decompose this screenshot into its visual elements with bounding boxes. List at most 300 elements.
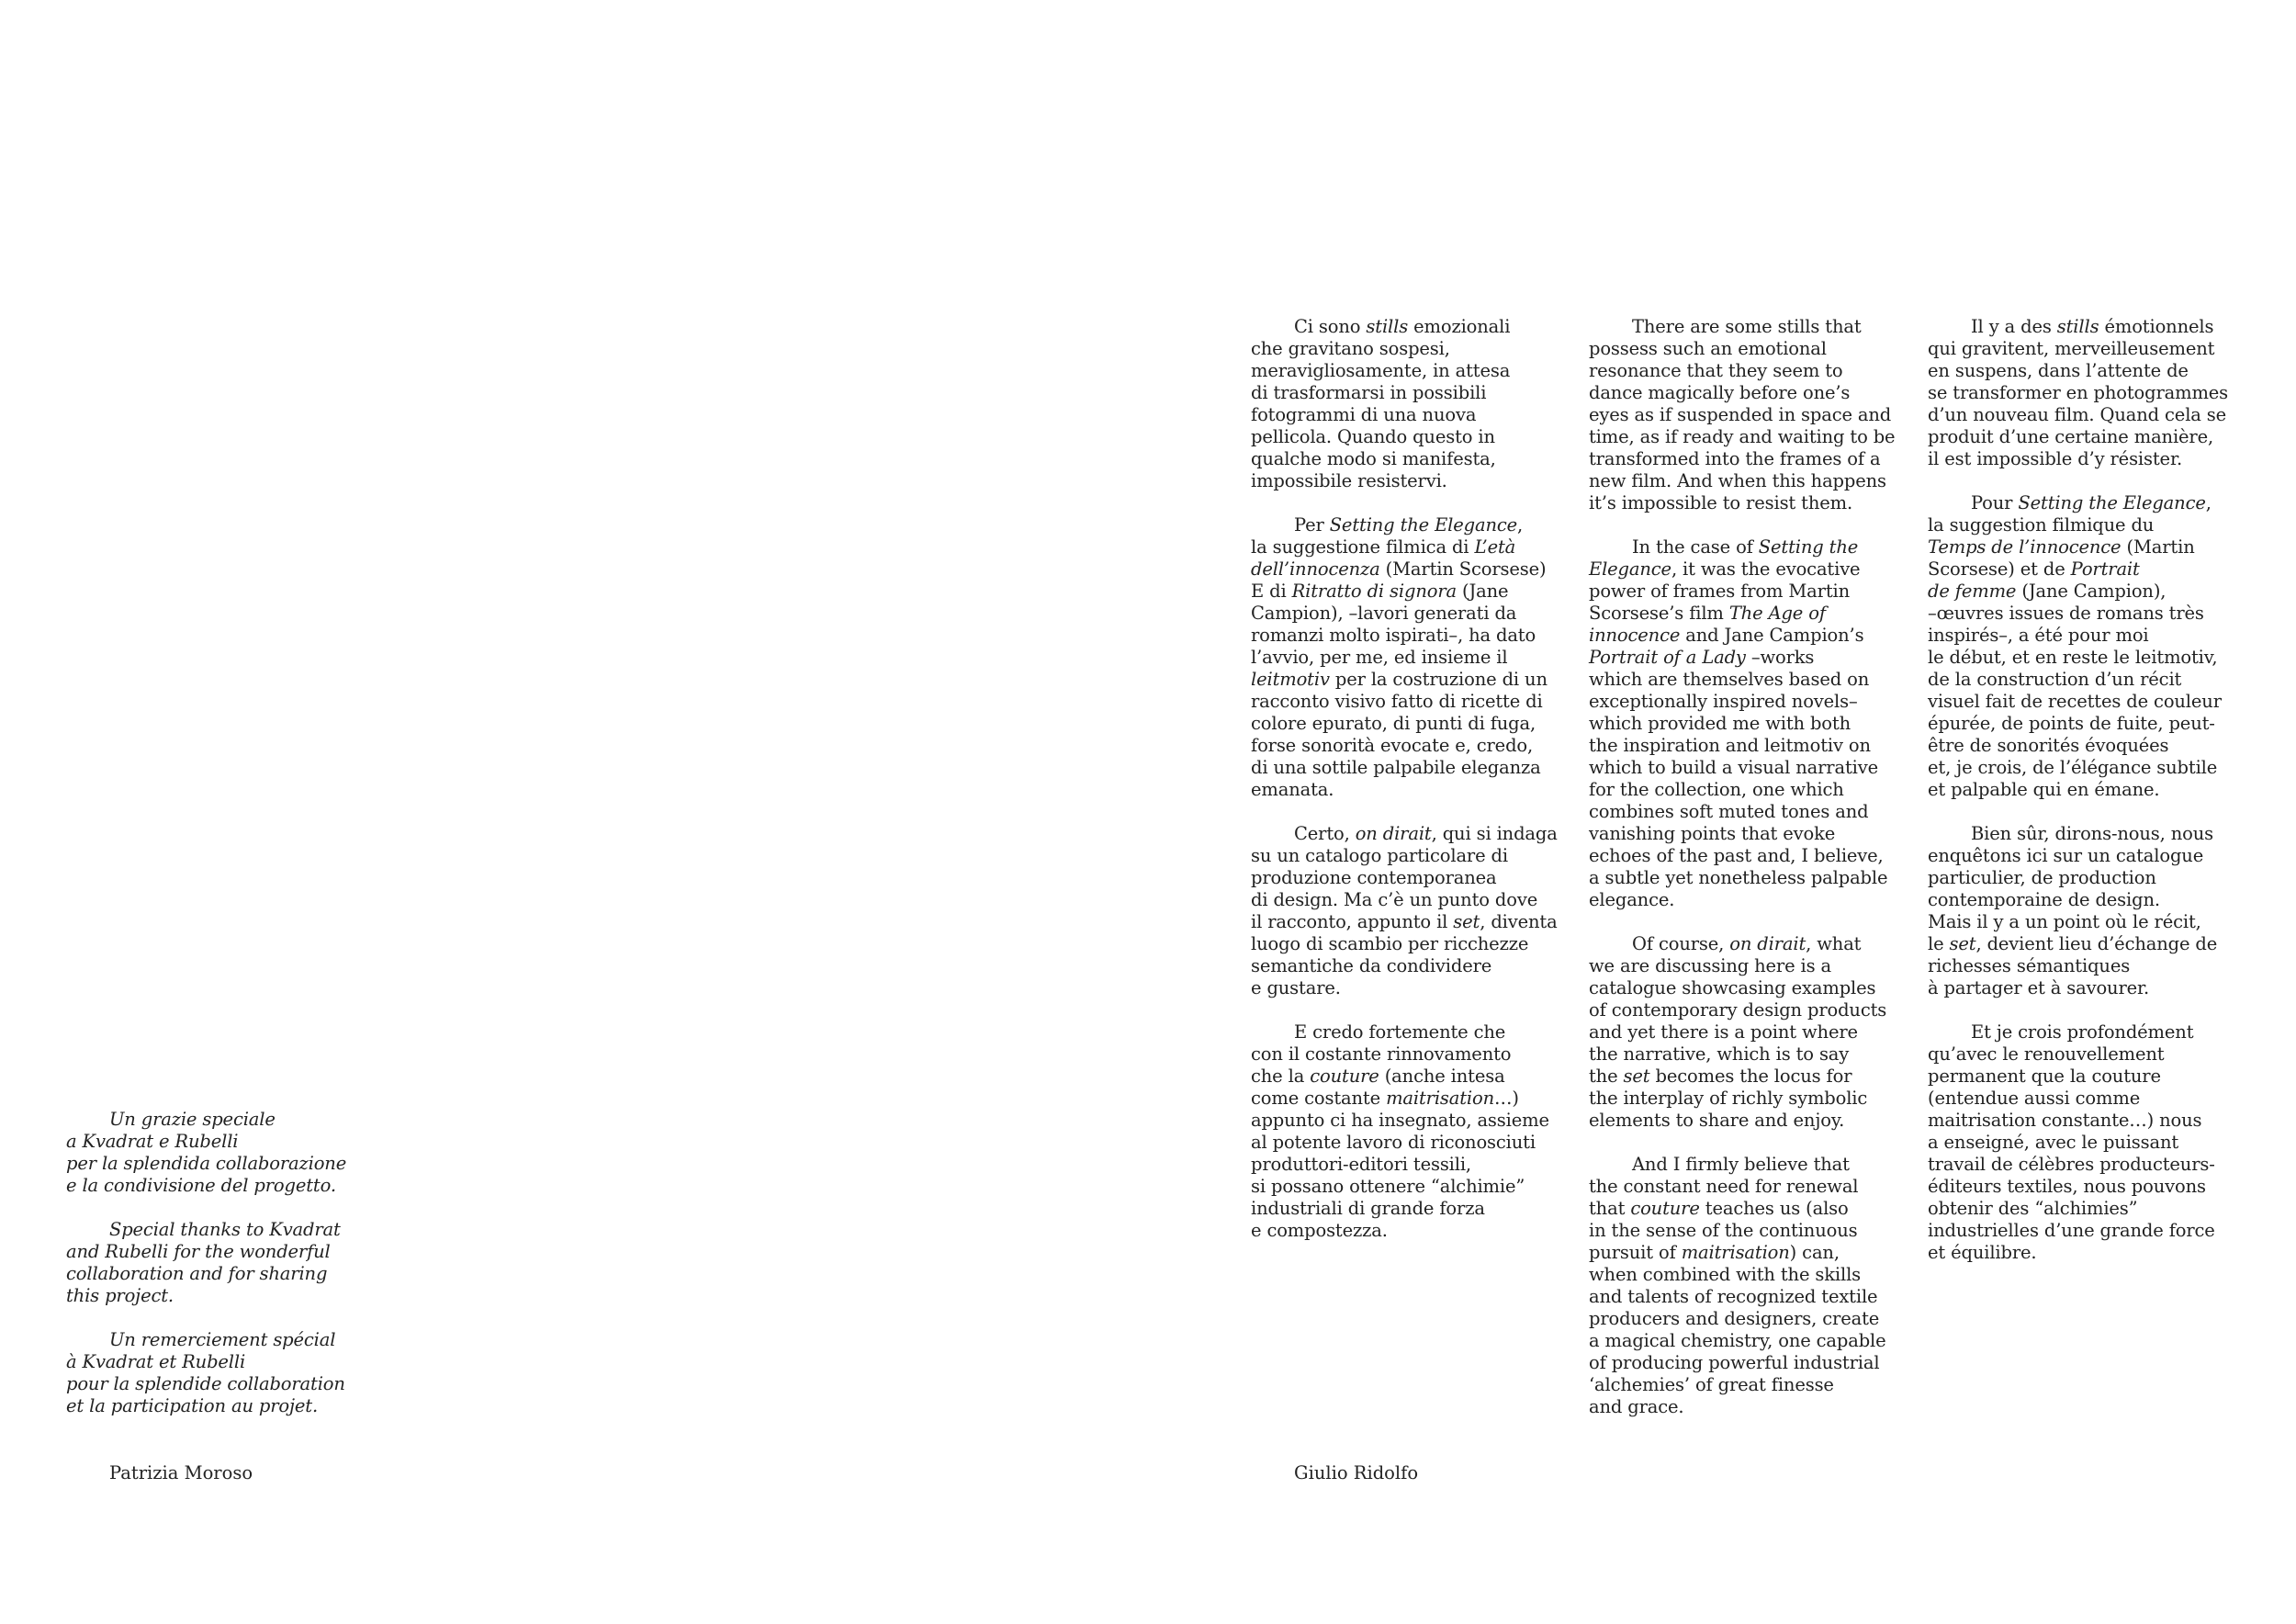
italic-text: maitrisation xyxy=(1681,1242,1790,1263)
text-line xyxy=(1928,1242,2228,1264)
text-run: e gustare. xyxy=(1251,977,1341,998)
paragraph xyxy=(1251,316,1558,492)
text-run: (Jane Campion), xyxy=(2016,581,2167,602)
text-run: industrielles d’une grande force xyxy=(1928,1220,2215,1241)
text-line xyxy=(66,1395,346,1417)
text-run: ) can, xyxy=(1789,1242,1840,1263)
text-line xyxy=(1928,426,2228,448)
text-run: , diventa xyxy=(1480,911,1558,932)
text-line xyxy=(1251,1088,1558,1110)
text-line xyxy=(1589,1330,1895,1352)
text-line xyxy=(1589,955,1895,977)
italic-text: Elegance xyxy=(1589,558,1671,580)
text-line xyxy=(1928,911,2228,933)
text-line xyxy=(1589,1374,1895,1396)
text-run: vanishing points that evoke xyxy=(1589,823,1836,844)
text-run: …) xyxy=(1494,1088,1519,1109)
text-run: and yet there is a point where xyxy=(1589,1021,1858,1043)
text-run: it’s impossible to resist them. xyxy=(1589,492,1853,513)
italic-text: couture xyxy=(1630,1198,1700,1219)
text-run: new film. And when this happens xyxy=(1589,470,1886,491)
text-run: luogo di scambio per ricchezze xyxy=(1251,933,1529,954)
text-run: Per xyxy=(1294,514,1330,536)
text-line xyxy=(1928,1066,2228,1088)
italic-text: Special thanks to Kvadrat xyxy=(109,1219,341,1240)
italic-text: Un remerciement spécial xyxy=(109,1329,336,1350)
text-run: si possano ottenere “alchimie” xyxy=(1251,1176,1525,1197)
text-line xyxy=(1251,757,1558,779)
text-line xyxy=(1251,426,1558,448)
text-line xyxy=(1928,382,2228,404)
text-run: of producing powerful industrial xyxy=(1589,1352,1880,1373)
text-line xyxy=(1928,603,2228,625)
text-line xyxy=(1589,713,1895,735)
text-run: catalogue showcasing examples xyxy=(1589,977,1876,998)
text-line xyxy=(1589,625,1895,647)
italic-text: set xyxy=(1453,911,1480,932)
text-run: e compostezza. xyxy=(1251,1220,1388,1241)
text-line xyxy=(1928,625,2228,647)
text-run: la suggestion filmique du xyxy=(1928,514,2155,536)
text-line xyxy=(1928,735,2228,757)
text-run: obtenir des “alchimies” xyxy=(1928,1198,2138,1219)
text-run: produzione contemporanea xyxy=(1251,867,1497,888)
text-line xyxy=(1589,581,1895,603)
text-line xyxy=(1589,492,1895,514)
text-run: the narrative, which is to say xyxy=(1589,1043,1850,1065)
text-line xyxy=(1589,801,1895,823)
text-line xyxy=(1589,999,1895,1021)
text-run: romanzi molto ispirati–, ha dato xyxy=(1251,625,1536,646)
text-run: teaches us (also xyxy=(1699,1198,1849,1219)
text-run: pellicola. Quando questo in xyxy=(1251,426,1495,447)
text-run: And I firmly believe that xyxy=(1632,1154,1850,1175)
text-run: et, je crois, de l’élégance subtile xyxy=(1928,757,2218,778)
paragraph xyxy=(66,1219,346,1307)
italic-text: Setting the Elegance xyxy=(2018,492,2206,513)
italic-text: à Kvadrat et Rubelli xyxy=(66,1351,246,1372)
text-run: emozionali xyxy=(1408,316,1511,337)
text-line xyxy=(1251,691,1558,713)
text-line xyxy=(1251,558,1558,581)
text-line xyxy=(1251,933,1558,955)
text-line xyxy=(1589,1352,1895,1374)
text-line xyxy=(1251,448,1558,470)
text-line xyxy=(1928,316,2228,338)
italic-text: a Kvadrat e Rubelli xyxy=(66,1131,239,1152)
text-line xyxy=(1589,1396,1895,1418)
text-run: the inspiration and leitmotiv on xyxy=(1589,735,1871,756)
text-line xyxy=(1928,1198,2228,1220)
italic-text: Portrait of a Lady xyxy=(1589,647,1746,668)
text-run: se transformer en photogrammes xyxy=(1928,382,2229,403)
text-run: enquêtons ici sur un catalogue xyxy=(1928,845,2204,866)
text-run: à partager et à savourer. xyxy=(1928,977,2150,998)
text-run: There are some stills that xyxy=(1632,316,1862,337)
text-line xyxy=(66,1351,346,1373)
text-run: produit d’une certaine manière, xyxy=(1928,426,2214,447)
text-line xyxy=(1928,691,2228,713)
text-line xyxy=(1589,536,1895,558)
italic-text: pour la splendide collaboration xyxy=(66,1373,345,1394)
paragraph xyxy=(1589,536,1895,911)
text-line xyxy=(1589,1088,1895,1110)
text-run: produttori-editori tessili, xyxy=(1251,1154,1471,1175)
text-line xyxy=(1251,625,1558,647)
text-run: a magical chemistry, one capable xyxy=(1589,1330,1886,1351)
text-run: producers and designers, create xyxy=(1589,1308,1880,1329)
text-run: Campion), –lavori generati da xyxy=(1251,603,1517,624)
text-line xyxy=(1589,845,1895,867)
text-run: dance magically before one’s xyxy=(1589,382,1851,403)
text-run: su un catalogo particolare di xyxy=(1251,845,1508,866)
text-line xyxy=(1589,1308,1895,1330)
italic-text: de femme xyxy=(1928,581,2017,602)
text-run: Pour xyxy=(1971,492,2019,513)
text-run: which provided me with both xyxy=(1589,713,1851,734)
text-line xyxy=(66,1219,346,1241)
italic-text: per la splendida collaborazione xyxy=(66,1153,347,1174)
text-run: a subtle yet nonetheless palpable xyxy=(1589,867,1888,888)
text-run: , xyxy=(1517,514,1524,536)
text-run: In the case of xyxy=(1632,536,1759,558)
text-line xyxy=(1589,735,1895,757)
text-run: Scorsese’s film xyxy=(1589,603,1729,624)
text-run: di design. Ma c’è un punto dove xyxy=(1251,889,1538,910)
text-run: (Martin xyxy=(2121,536,2195,558)
text-run: we are discussing here is a xyxy=(1589,955,1831,976)
text-run: inspirés–, a été pour moi xyxy=(1928,625,2149,646)
text-line xyxy=(1251,536,1558,558)
text-run: that xyxy=(1589,1198,1631,1219)
italic-text: stills xyxy=(2056,316,2099,337)
text-run: le début, et en reste le leitmotiv, xyxy=(1928,647,2218,668)
text-run: di una sottile palpabile eleganza xyxy=(1251,757,1541,778)
text-run: for the collection, one which xyxy=(1589,779,1844,800)
text-run: (Jane xyxy=(1456,581,1509,602)
text-line xyxy=(1251,823,1558,845)
text-line xyxy=(1251,1176,1558,1198)
text-line xyxy=(1928,492,2228,514)
text-line xyxy=(1251,713,1558,735)
english-text-column xyxy=(1589,316,1895,1418)
text-run: en suspens, dans l’attente de xyxy=(1928,360,2189,381)
text-line xyxy=(1251,1220,1558,1242)
text-run: di trasformarsi in possibili xyxy=(1251,382,1487,403)
text-line xyxy=(66,1131,346,1153)
text-line xyxy=(1251,977,1558,999)
text-run: che la xyxy=(1251,1066,1311,1087)
text-line xyxy=(1251,867,1558,889)
text-run: semantiche da condividere xyxy=(1251,955,1492,976)
text-line xyxy=(1589,338,1895,360)
text-line xyxy=(66,1285,346,1307)
text-run: particulier, de production xyxy=(1928,867,2156,888)
italic-text: couture xyxy=(1310,1066,1379,1087)
text-line xyxy=(66,1109,346,1131)
text-run: , qui si indaga xyxy=(1431,823,1558,844)
italic-text: and Rubelli for the wonderful xyxy=(66,1241,331,1262)
text-line xyxy=(1589,1176,1895,1198)
text-line xyxy=(1251,647,1558,669)
text-line xyxy=(1928,1220,2228,1242)
text-run: visuel fait de recettes de couleur xyxy=(1928,691,2222,712)
text-line xyxy=(1589,933,1895,955)
text-line xyxy=(1589,867,1895,889)
text-line xyxy=(1251,1066,1558,1088)
italic-text: set xyxy=(1623,1066,1650,1087)
text-line xyxy=(1928,647,2228,669)
text-line xyxy=(1251,603,1558,625)
italic-text: on dirait xyxy=(1729,933,1806,954)
text-line xyxy=(1589,1264,1895,1286)
paragraph xyxy=(1251,514,1558,801)
text-run: time, as if ready and waiting to be xyxy=(1589,426,1896,447)
text-line xyxy=(1589,382,1895,404)
text-run: echoes of the past and, I believe, xyxy=(1589,845,1884,866)
text-line xyxy=(1928,669,2228,691)
paragraph xyxy=(1589,1154,1895,1418)
text-line xyxy=(1928,558,2228,581)
italic-text: Un grazie speciale xyxy=(109,1109,276,1130)
text-run: (Martin Scorsese) xyxy=(1379,558,1547,580)
text-line xyxy=(1251,955,1558,977)
text-run: il est impossible d’y résister. xyxy=(1928,448,2183,469)
paragraph xyxy=(1251,823,1558,999)
text-line xyxy=(66,1241,346,1263)
text-line xyxy=(1589,823,1895,845)
text-run: E di xyxy=(1251,581,1292,602)
text-line xyxy=(1589,647,1895,669)
text-run: (entendue aussi comme xyxy=(1928,1088,2141,1109)
text-run: of contemporary design products xyxy=(1589,999,1887,1021)
text-run: la suggestione filmica di xyxy=(1251,536,1475,558)
text-run: che gravitano sospesi, xyxy=(1251,338,1450,359)
text-line xyxy=(1589,470,1895,492)
italic-text: maitrisation xyxy=(1386,1088,1495,1109)
text-run: maitrisation constante…) nous xyxy=(1928,1110,2202,1131)
text-line xyxy=(1928,536,2228,558)
italic-text: leitmotiv xyxy=(1251,669,1330,690)
text-run: (anche intesa xyxy=(1379,1066,1505,1087)
text-line xyxy=(1928,933,2228,955)
italic-text: et la participation au projet. xyxy=(66,1395,319,1416)
paragraph xyxy=(1928,492,2228,801)
text-run: Mais il y a un point où le récit, xyxy=(1928,911,2201,932)
italic-text: Setting the xyxy=(1758,536,1859,558)
text-run: industriali di grande forza xyxy=(1251,1198,1485,1219)
text-line xyxy=(1928,845,2228,867)
text-run: l’avvio, per me, ed insieme il xyxy=(1251,647,1508,668)
text-line xyxy=(1928,955,2228,977)
text-run: al potente lavoro di riconosciuti xyxy=(1251,1132,1536,1153)
text-line xyxy=(1589,360,1895,382)
text-run: the constant need for renewal xyxy=(1589,1176,1859,1197)
italic-text: dell’innocenza xyxy=(1251,558,1380,580)
italic-text: e la condivisione del progetto. xyxy=(66,1175,336,1196)
text-run: –œuvres issues de romans très xyxy=(1928,603,2204,624)
text-run: –works xyxy=(1745,647,1815,668)
text-line xyxy=(1928,1110,2228,1132)
text-line xyxy=(1928,1043,2228,1066)
text-line xyxy=(1251,360,1558,382)
text-run: Scorsese) et de xyxy=(1928,558,2071,580)
text-run: the interplay of richly symbolic xyxy=(1589,1088,1868,1109)
text-line xyxy=(1589,1242,1895,1264)
text-run: which to build a visual narrative xyxy=(1589,757,1878,778)
text-line xyxy=(1589,1043,1895,1066)
italic-text: Ritratto di signora xyxy=(1291,581,1457,602)
text-run: d’un nouveau film. Quand cela se xyxy=(1928,404,2227,425)
text-run: and grace. xyxy=(1589,1396,1684,1417)
text-run: être de sonorités évoquées xyxy=(1928,735,2169,756)
text-line xyxy=(1589,669,1895,691)
text-line xyxy=(1251,1043,1558,1066)
text-line xyxy=(1928,581,2228,603)
text-run: becomes the locus for xyxy=(1649,1066,1852,1087)
text-run: épurée, de points de fuite, peut- xyxy=(1928,713,2215,734)
paragraph xyxy=(1589,933,1895,1132)
text-run: Certo, xyxy=(1294,823,1356,844)
text-line xyxy=(1251,1198,1558,1220)
text-line xyxy=(1928,757,2228,779)
text-run: et équilibre. xyxy=(1928,1242,2037,1263)
text-run: in the sense of the continuous xyxy=(1589,1220,1858,1241)
text-line xyxy=(1589,757,1895,779)
text-run: il racconto, appunto il xyxy=(1251,911,1454,932)
text-run: a enseigné, avec le puissant xyxy=(1928,1132,2179,1153)
text-run: eyes as if suspended in space and xyxy=(1589,404,1892,425)
paragraph xyxy=(1589,316,1895,514)
text-run: qui gravitent, merveilleusement xyxy=(1928,338,2215,359)
text-run: racconto visivo fatto di ricette di xyxy=(1251,691,1543,712)
paragraph xyxy=(66,1329,346,1417)
text-run: qualche modo si manifesta, xyxy=(1251,448,1496,469)
french-text-column xyxy=(1928,316,2228,1264)
text-run: et palpable qui en émane. xyxy=(1928,779,2160,800)
text-run: which are themselves based on xyxy=(1589,669,1870,690)
text-run: richesses sémantiques xyxy=(1928,955,2131,976)
text-run: ‘alchemies’ of great finesse xyxy=(1589,1374,1834,1395)
text-line xyxy=(1928,1176,2228,1198)
text-line xyxy=(1589,1220,1895,1242)
text-run: Il y a des xyxy=(1971,316,2057,337)
text-line xyxy=(1589,1110,1895,1132)
text-line xyxy=(1589,889,1895,911)
text-run: resonance that they seem to xyxy=(1589,360,1843,381)
italic-text: Setting the Elegance xyxy=(1329,514,1518,536)
text-line xyxy=(1589,1021,1895,1043)
text-line xyxy=(1589,1198,1895,1220)
text-line xyxy=(1589,558,1895,581)
text-line xyxy=(1251,1110,1558,1132)
text-line xyxy=(1251,581,1558,603)
text-run: and Jane Campion’s xyxy=(1680,625,1864,646)
text-line xyxy=(1928,823,2228,845)
text-line xyxy=(1251,1132,1558,1154)
text-run: power of frames from Martin xyxy=(1589,581,1850,602)
text-line xyxy=(1589,1286,1895,1308)
text-run: , devient lieu d’échange de xyxy=(1975,933,2218,954)
text-run: , it was the evocative xyxy=(1671,558,1861,580)
signature-patrizia-moroso: Patrizia Moroso xyxy=(109,1462,253,1483)
paragraph xyxy=(66,1109,346,1197)
text-line xyxy=(1251,1154,1558,1176)
text-run: impossibile resistervi. xyxy=(1251,470,1447,491)
text-line xyxy=(1589,316,1895,338)
paragraph xyxy=(1928,316,2228,470)
text-line xyxy=(66,1329,346,1351)
text-line xyxy=(1251,382,1558,404)
text-run: qu’avec le renouvellement xyxy=(1928,1043,2165,1065)
paragraph xyxy=(1928,823,2228,999)
signature-giulio-ridolfo: Giulio Ridolfo xyxy=(1294,1462,1419,1483)
text-run: possess such an emotional xyxy=(1589,338,1827,359)
text-run: elements to share and enjoy. xyxy=(1589,1110,1845,1131)
paragraph xyxy=(1251,1021,1558,1242)
text-line xyxy=(1251,911,1558,933)
text-line xyxy=(66,1263,346,1285)
text-line xyxy=(1928,1021,2228,1043)
text-run: appunto ci ha insegnato, assieme xyxy=(1251,1110,1549,1131)
text-line xyxy=(1251,779,1558,801)
italic-text: Portrait xyxy=(2070,558,2140,580)
text-line xyxy=(1928,1132,2228,1154)
text-line xyxy=(1928,338,2228,360)
text-run: , what xyxy=(1806,933,1862,954)
text-run: combines soft muted tones and xyxy=(1589,801,1869,822)
italic-text: stills xyxy=(1366,316,1409,337)
text-line xyxy=(1928,1154,2228,1176)
acknowledgements-text xyxy=(66,1109,346,1417)
text-run: the xyxy=(1589,1066,1624,1087)
text-run: Bien sûr, dirons-nous, nous xyxy=(1971,823,2214,844)
text-line xyxy=(66,1153,346,1175)
text-line xyxy=(1251,1021,1558,1043)
text-line xyxy=(1251,404,1558,426)
text-run: pursuit of xyxy=(1589,1242,1682,1263)
page-gutter xyxy=(1148,0,1149,1624)
text-line xyxy=(1251,514,1558,536)
text-line xyxy=(66,1373,346,1395)
italic-text: on dirait xyxy=(1355,823,1432,844)
text-run: E credo fortemente che xyxy=(1294,1021,1506,1043)
text-run: exceptionally inspired novels– xyxy=(1589,691,1858,712)
text-run: éditeurs textiles, nous pouvons xyxy=(1928,1176,2206,1197)
text-run: contemporaine de design. xyxy=(1928,889,2160,910)
text-line xyxy=(1251,338,1558,360)
paragraph xyxy=(1928,1021,2228,1264)
text-line xyxy=(1589,448,1895,470)
text-line xyxy=(1928,404,2228,426)
text-line xyxy=(1928,360,2228,382)
text-line xyxy=(1589,691,1895,713)
text-line xyxy=(1928,977,2228,999)
text-line xyxy=(1251,889,1558,911)
text-line xyxy=(1589,977,1895,999)
text-line xyxy=(1928,514,2228,536)
italic-text: collaboration and for sharing xyxy=(66,1263,328,1284)
italic-text: L’età xyxy=(1474,536,1516,558)
text-run: de la construction d’un récit xyxy=(1928,669,2182,690)
italic-text: set xyxy=(1949,933,1976,954)
text-run: permanent que la couture xyxy=(1928,1066,2161,1087)
text-line xyxy=(66,1175,346,1197)
text-run: come costante xyxy=(1251,1088,1387,1109)
text-run: travail de célèbres producteurs- xyxy=(1928,1154,2215,1175)
text-line xyxy=(1928,1088,2228,1110)
text-line xyxy=(1589,426,1895,448)
